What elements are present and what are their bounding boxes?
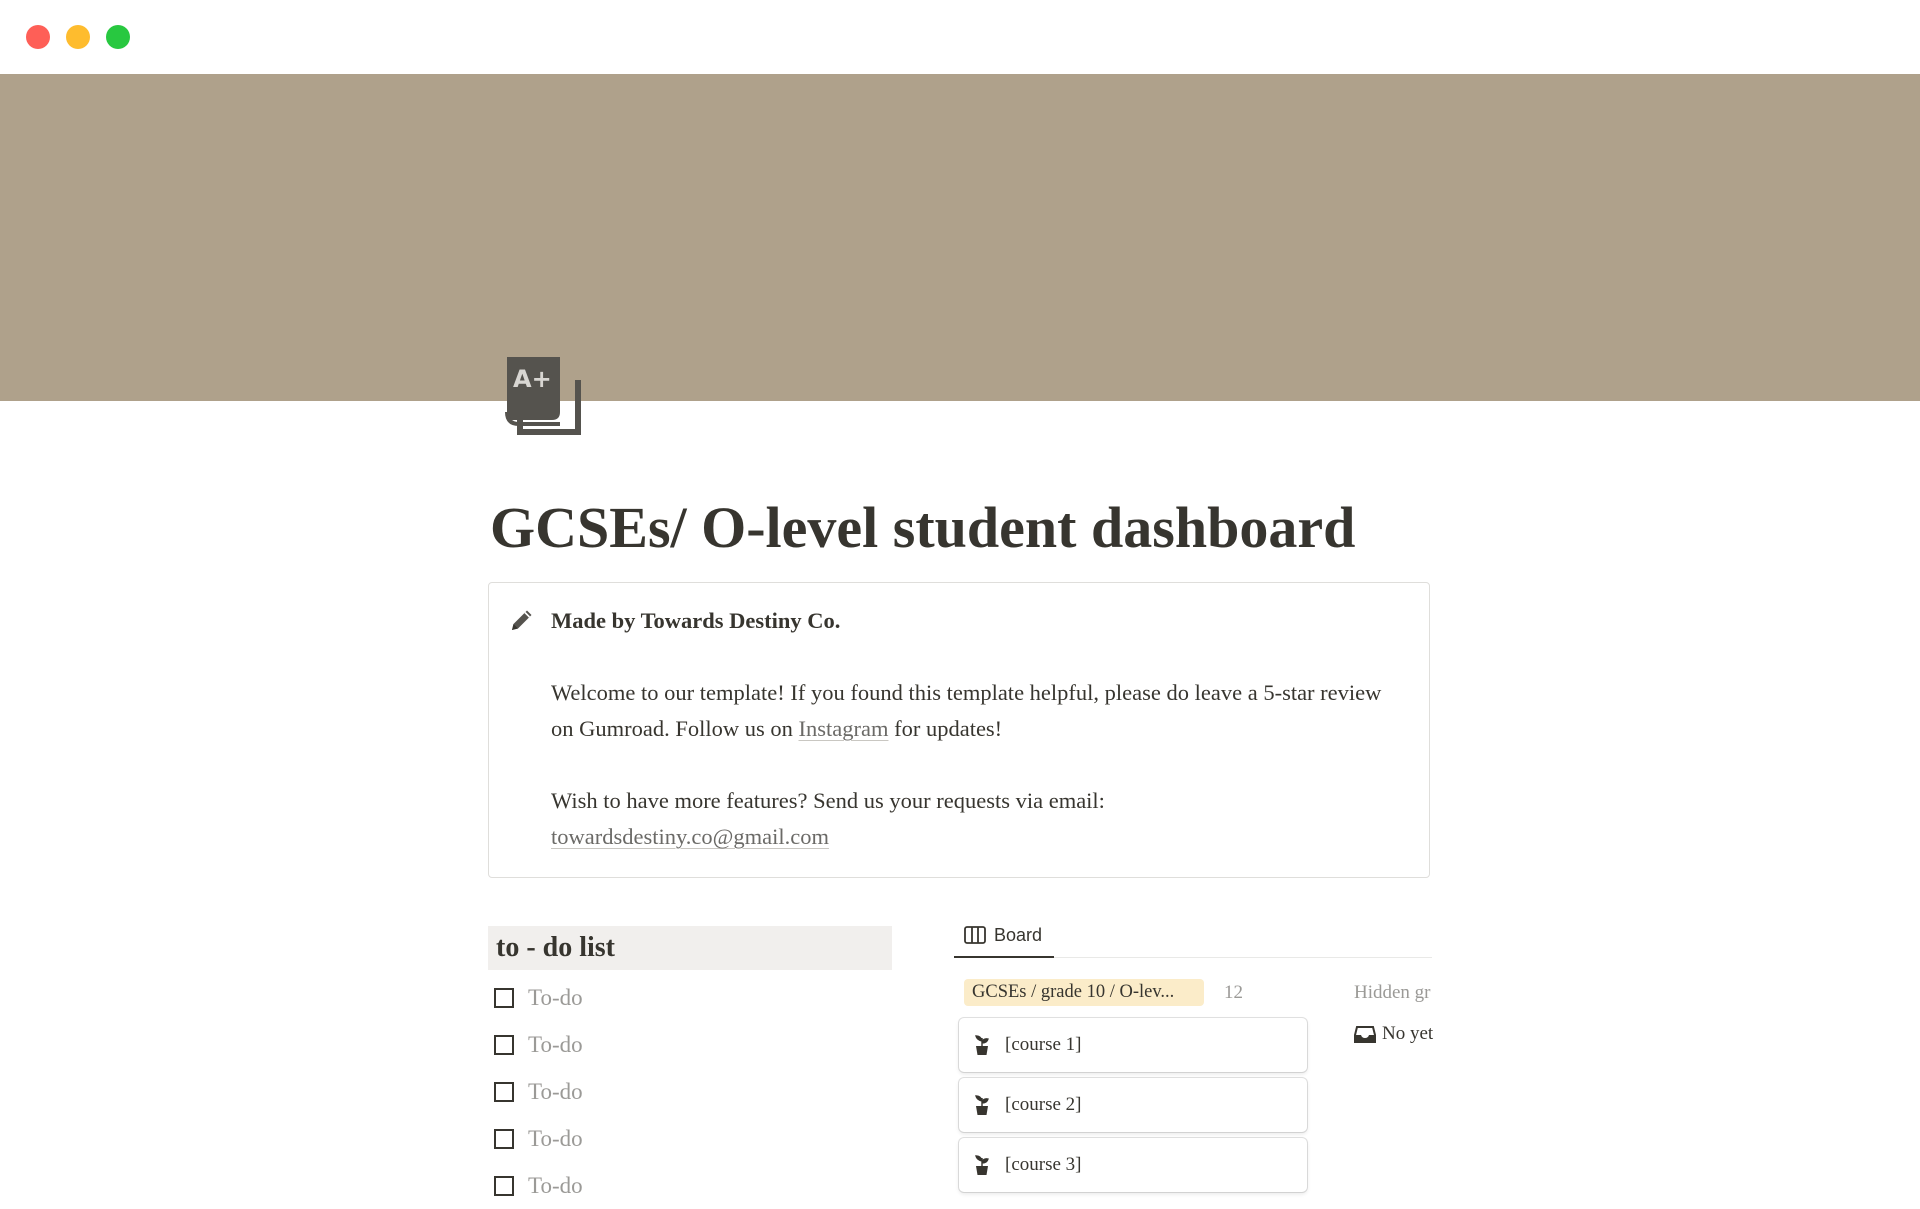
instagram-link[interactable]: Instagram: [798, 716, 889, 741]
board-card[interactable]: [959, 1018, 1307, 1072]
maximize-window-button[interactable]: [106, 25, 130, 49]
tab-board[interactable]: [954, 914, 1054, 958]
todo-label[interactable]: To-do: [528, 1078, 583, 1104]
plant-pot-icon: [973, 1094, 991, 1116]
board-columns-icon: [964, 926, 986, 944]
pencil-icon: [509, 607, 535, 633]
callout-heading: Made by Towards Destiny Co.: [551, 608, 841, 633]
page-cover[interactable]: [0, 74, 1920, 401]
board-group-count: 12: [1224, 982, 1243, 1003]
plant-pot-icon: [973, 1154, 991, 1176]
page-title[interactable]: GCSEs/ O-level student dashboard: [490, 495, 1356, 560]
todo-label[interactable]: To-do: [528, 984, 583, 1010]
a-plus-book-icon[interactable]: [506, 356, 582, 440]
todo-checkbox[interactable]: [494, 1082, 514, 1102]
board-view: [954, 914, 1432, 1180]
board-card[interactable]: [959, 1078, 1307, 1132]
todo-item[interactable]: [494, 974, 894, 1021]
tab-divider: [1054, 957, 1432, 958]
todo-label[interactable]: To-do: [528, 1172, 583, 1198]
callout-text: [551, 603, 1391, 855]
features-paragraph: Wish to have more features? Send us your requests via email:: [551, 788, 1105, 813]
callout-block[interactable]: [488, 582, 1430, 878]
window-titlebar: [0, 0, 1920, 74]
todo-heading[interactable]: to - do list: [488, 926, 892, 970]
welcome-text: Welcome to our template! If you found this template helpful, please do leave a 5-star review on Gumroad. Follow us on: [551, 680, 1382, 741]
todo-checkbox[interactable]: [494, 1176, 514, 1196]
todo-item[interactable]: [494, 1162, 894, 1209]
hidden-groups-label[interactable]: Hidden gr: [1354, 982, 1431, 1003]
board-group-tag[interactable]: GCSEs / grade 10 / O-lev...: [964, 979, 1204, 1006]
board-card-title: [course 3]: [1005, 1154, 1082, 1175]
hidden-group-item[interactable]: [1354, 1022, 1432, 1046]
todo-label[interactable]: To-do: [528, 1031, 583, 1057]
minimize-window-button[interactable]: [66, 25, 90, 49]
todo-checkbox[interactable]: [494, 1035, 514, 1055]
plant-pot-icon: [973, 1034, 991, 1056]
hidden-group-label: No yet: [1382, 1023, 1434, 1044]
todo-list: [494, 974, 894, 1198]
welcome-text-end: for updates!: [888, 716, 1003, 741]
todo-checkbox[interactable]: [494, 1129, 514, 1149]
inbox-icon: [1354, 1024, 1376, 1044]
todo-item[interactable]: [494, 1115, 894, 1162]
tab-board-label: Board: [994, 924, 1043, 945]
todo-checkbox[interactable]: [494, 988, 514, 1008]
board-card[interactable]: [959, 1138, 1307, 1192]
svg-text:A+: A+: [513, 365, 552, 393]
board-card-title: [course 2]: [1005, 1094, 1082, 1115]
welcome-paragraph: [551, 675, 1391, 747]
board-card-title: [course 1]: [1005, 1034, 1082, 1055]
email-link[interactable]: towardsdestiny.co@gmail.com: [551, 824, 829, 849]
close-window-button[interactable]: [26, 25, 50, 49]
todo-item[interactable]: [494, 1021, 894, 1068]
todo-label[interactable]: To-do: [528, 1125, 583, 1151]
todo-item[interactable]: [494, 1068, 894, 1115]
